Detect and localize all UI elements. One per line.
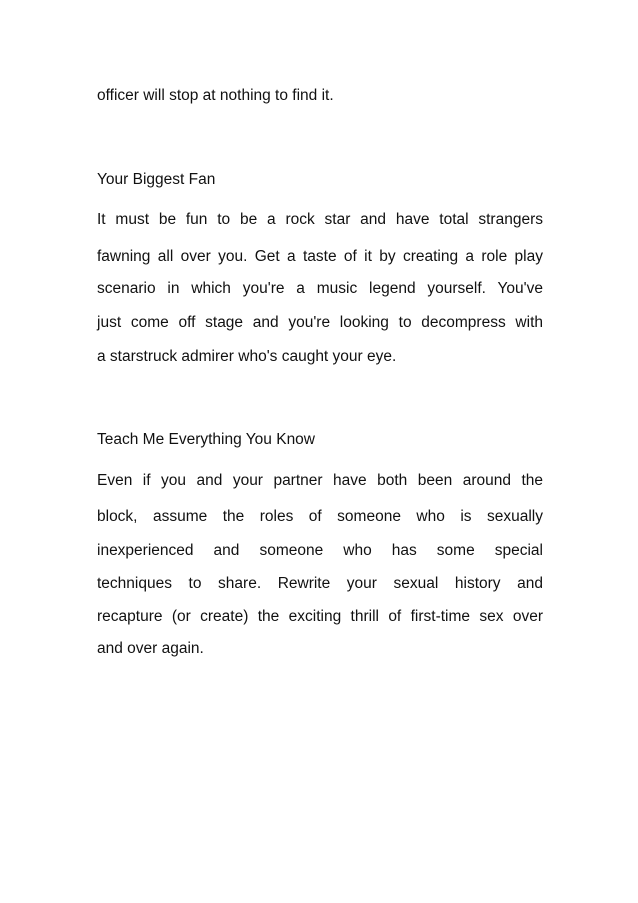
paragraph-line: block, assume the roles of someone who is sexually bbox=[97, 508, 543, 525]
paragraph-line: and over again. bbox=[97, 640, 204, 657]
paragraph-line: Even if you and your partner have both been around the bbox=[97, 472, 543, 489]
paragraph-line: a starstruck admirer who's caught your eye. bbox=[97, 348, 397, 365]
paragraph-line: It must be fun to be a rock star and have total strangers bbox=[97, 211, 543, 228]
section-heading: Teach Me Everything You Know bbox=[97, 431, 315, 448]
paragraph-line: officer will stop at nothing to find it. bbox=[97, 87, 334, 104]
section-heading: Your Biggest Fan bbox=[97, 171, 216, 188]
paragraph-line: recapture (or create) the exciting thrill of first-time sex over bbox=[97, 608, 543, 625]
paragraph-line: inexperienced and someone who has some special bbox=[97, 542, 543, 559]
paragraph-line: techniques to share. Rewrite your sexual history and bbox=[97, 575, 543, 592]
paragraph-line: scenario in which you're a music legend yourself. You've bbox=[97, 280, 543, 297]
paragraph-line: fawning all over you. Get a taste of it by creating a role play bbox=[97, 248, 543, 265]
paragraph-line: just come off stage and you're looking to decompress with bbox=[97, 314, 543, 331]
